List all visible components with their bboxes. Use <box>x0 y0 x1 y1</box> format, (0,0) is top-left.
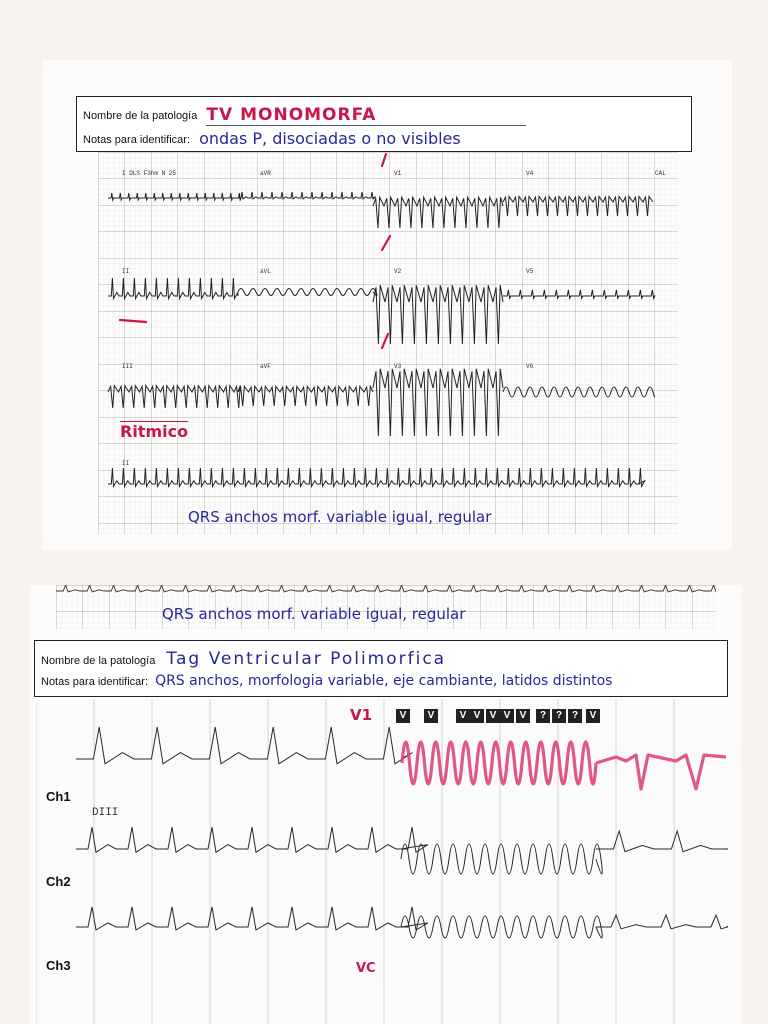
notes-label: Notas para identificar: <box>41 676 148 688</box>
top-ecg-sheet <box>42 60 732 550</box>
notes-label: Notas para identificar: <box>83 134 190 146</box>
footer-note-repeat: QRS anchos morf. variable igual, regular <box>162 605 466 623</box>
notes-value: QRS anchos, morfologia variable, eje cambiante, latidos distintos <box>155 673 613 689</box>
channel-label: Ch2 <box>46 874 71 889</box>
bottom-ecg-sheet <box>30 585 742 1024</box>
beat-tag: V <box>396 709 410 723</box>
lead-label: III <box>122 363 133 370</box>
pathology-label: Nombre de la patología <box>41 655 156 667</box>
rhythm-annotation: Ritmico <box>120 422 189 441</box>
pathology-value: Tag Ventricular Polimorfica <box>166 649 447 669</box>
lead-label: V4 <box>526 170 534 177</box>
beat-tag: V <box>516 709 530 723</box>
beat-tag: ? <box>552 709 566 723</box>
channel-label: Ch1 <box>46 789 71 804</box>
beat-tag: ? <box>568 709 582 723</box>
lead-label: V6 <box>526 363 534 370</box>
beat-tag: V <box>470 709 484 723</box>
channel-label: Ch3 <box>46 958 71 973</box>
lead-label: V1 <box>394 170 402 177</box>
beat-tag: V <box>500 709 514 723</box>
pathology-form-top <box>76 96 692 152</box>
lead-tag: DIII <box>92 807 119 819</box>
ecg-header-tag: I DLS F3hm N 25 <box>122 170 177 177</box>
beat-tag: V <box>486 709 500 723</box>
lead-label: aVL <box>260 268 271 275</box>
lead-label: II <box>122 268 130 275</box>
beat-tag: V <box>586 709 600 723</box>
notes-value: ondas P, disociadas o no visibles <box>199 129 461 148</box>
ecg-12-lead-strip <box>98 152 678 534</box>
pathology-value: TV MONOMORFA <box>206 105 526 126</box>
vc-annotation: VC <box>356 961 376 976</box>
beat-tag: ? <box>536 709 550 723</box>
lead-label: aVR <box>260 170 271 177</box>
pathology-form-bottom <box>34 640 728 697</box>
ecg-monitor-strip <box>36 699 728 1024</box>
lead-label: V2 <box>394 268 402 275</box>
v1-annotation: V1 <box>350 706 373 724</box>
cal-tag: CAL <box>655 170 666 177</box>
footer-note: QRS anchos morf. variable igual, regular <box>188 508 492 526</box>
pathology-label: Nombre de la patología <box>83 110 198 122</box>
lead-label: aVF <box>260 363 271 370</box>
beat-tag: V <box>424 709 438 723</box>
beat-tag: V <box>456 709 470 723</box>
lead-label: V3 <box>394 363 402 370</box>
lead-label: V5 <box>526 268 534 275</box>
lead-label: II <box>122 460 130 467</box>
